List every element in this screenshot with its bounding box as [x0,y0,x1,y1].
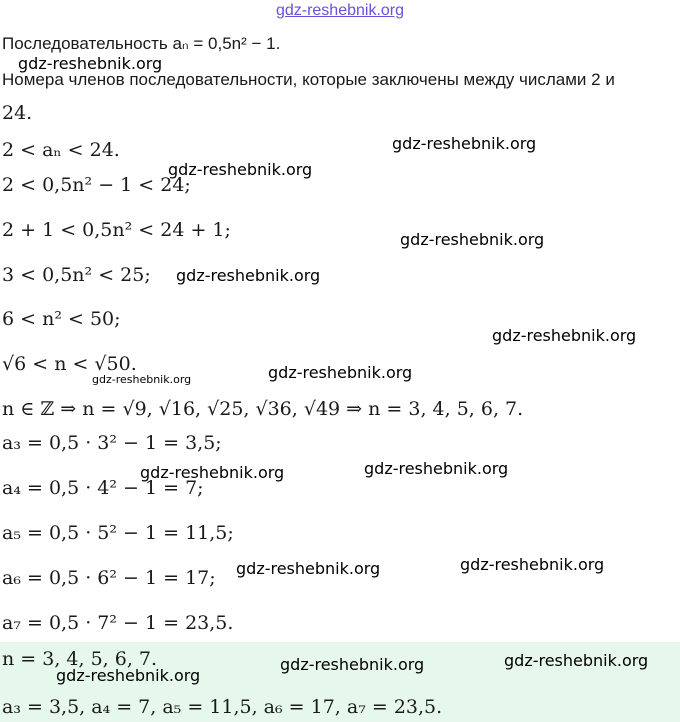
watermark: gdz-reshebnik.org [392,134,537,153]
step-a7: a₇ = 0,5 · 7² − 1 = 23,5. [2,612,234,634]
watermark: gdz-reshebnik.org [460,555,605,574]
intro-task-text-continued: 24. [2,102,33,124]
step-a4: a₄ = 0,5 · 4² − 1 = 7; [2,477,204,499]
watermark: gdz-reshebnik.org [56,666,201,685]
site-link[interactable]: gdz-reshebnik.org [275,2,405,19]
watermark-small: gdz-reshebnik.org [92,373,192,386]
watermark: gdz-reshebnik.org [18,54,163,73]
step-inequality-3: 2 + 1 < 0,5n² < 24 + 1; [2,219,231,241]
watermark: gdz-reshebnik.org [400,230,545,249]
intro-task-text: Номера членов последовательности, которые заключены между числами 2 и [2,70,615,89]
watermark: gdz-reshebnik.org [492,326,637,345]
watermark: gdz-reshebnik.org [168,160,313,179]
watermark: gdz-reshebnik.org [140,463,285,482]
step-inequality-2: 2 < 0,5n² − 1 < 24; [2,174,191,196]
answer-line-terms: a₃ = 3,5, a₄ = 7, a₅ = 11,5, a₆ = 17, a₇ = 23,5. [2,696,443,718]
step-a6: a₆ = 0,5 · 6² − 1 = 17; [2,567,216,589]
step-inequality-6: √6 < n < √50. [2,353,137,375]
step-a5: a₅ = 0,5 · 5² − 1 = 11,5; [2,522,234,544]
intro-sequence-formula: Последовательность aₙ = 0,5n² − 1. [2,34,281,53]
watermark: gdz-reshebnik.org [364,459,509,478]
watermark: gdz-reshebnik.org [504,651,649,670]
step-a3: a₃ = 0,5 · 3² − 1 = 3,5; [2,432,222,454]
step-inequality-4: 3 < 0,5n² < 25; [2,264,151,286]
step-inequality-5: 6 < n² < 50; [2,308,121,330]
step-integer-values: n ∈ ℤ ⇒ n = √9, √16, √25, √36, √49 ⇒ n = 3, 4, 5, 6, 7. [2,398,524,420]
watermark: gdz-reshebnik.org [268,363,413,382]
watermark: gdz-reshebnik.org [280,655,425,674]
watermark: gdz-reshebnik.org [176,266,321,285]
watermark: gdz-reshebnik.org [236,559,381,578]
answer-line-n: n = 3, 4, 5, 6, 7. [2,648,158,670]
step-inequality-1: 2 < aₙ < 24. [2,139,120,161]
